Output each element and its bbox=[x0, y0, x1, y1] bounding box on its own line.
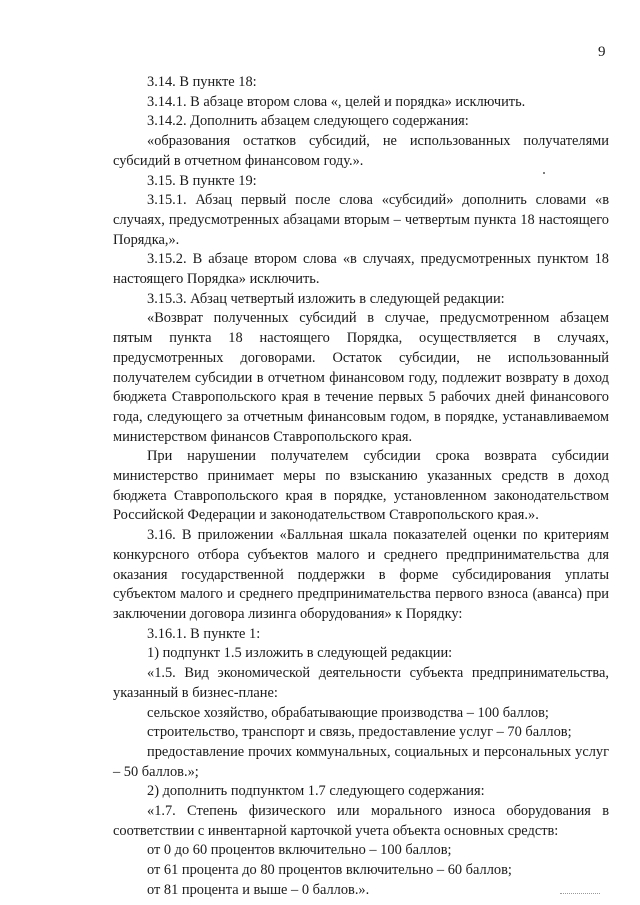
paragraph: «1.5. Вид экономической деятельности субъекта предпринимательства, указанный в бизнес-плане: bbox=[113, 665, 609, 701]
paragraph: «1.7. Степень физического или морального износа оборудования в соответствии с инвентарной карточкой учета объекта основных средств: bbox=[113, 803, 609, 839]
paragraph: 3.15. В пункте 19: bbox=[147, 172, 257, 189]
paragraph: от 0 до 60 процентов включительно – 100 баллов; bbox=[147, 842, 452, 859]
paragraph: 3.14.2. Дополнить абзацем следующего содержания: bbox=[147, 113, 469, 130]
paragraph: 3.14.1. В абзаце втором слова «, целей и порядка» исключить. bbox=[147, 93, 526, 110]
paragraph: 2) дополнить подпунктом 1.7 следующего содержания: bbox=[147, 783, 485, 800]
paragraph: «Возврат полученных субсидий в случае, предусмотренном абзацем пятым пункта 18 настоящего Порядка, осуществляется в случаях, предусмотренных договорами. Остаток субсидии, не использованный получателем субсидии в отчетном финансовом году, подлежит возврату в доход бюджета Ставропольского края в течение первых 5 рабочих дней финансового года, следующего за отчетным финансовым годом, в порядке, устанавливаемом министерством финансов Ставропольского края. bbox=[113, 310, 609, 445]
page-number: 9 bbox=[598, 44, 606, 60]
paragraph: строительство, транспорт и связь, предоставление услуг – 70 баллов; bbox=[147, 724, 572, 741]
paragraph: 3.16.1. В пункте 1: bbox=[147, 625, 261, 642]
paragraph: сельское хозяйство, обрабатывающие производства – 100 баллов; bbox=[147, 704, 549, 721]
paragraph: При нарушении получателем субсидии срока возврата субсидии министерство принимает меры по взысканию указанных средств в доход бюджета Ставропольского края в порядке, установленном законодательством Российской Федерации и законодательством Ставропольского края.». bbox=[113, 448, 609, 524]
paragraph: 1) подпункт 1.5 изложить в следующей редакции: bbox=[147, 645, 453, 662]
scan-artifact bbox=[560, 893, 600, 895]
paragraph: 3.16. В приложении «Балльная шкала показателей оценки по критериям конкурсного отбора субъектов малого и среднего предпринимательства для оказания государственной поддержки в форме субсидирования уплаты субъектом малого и среднего предпринимательства первого взноса (аванса) при заключении договора лизинга оборудования» к Порядку: bbox=[113, 527, 609, 622]
paragraph: от 81 процента и выше – 0 баллов.». bbox=[147, 881, 370, 898]
paragraph: «образования остатков субсидий, не использованных получателями субсидий в отчетном финансовом году.». bbox=[113, 133, 609, 169]
paragraph: предоставление прочих коммунальных, социальных и персональных услуг – 50 баллов.»; bbox=[113, 743, 609, 780]
paragraph: от 61 процента до 80 процентов включительно – 60 баллов; bbox=[147, 862, 512, 879]
document-body bbox=[113, 73, 609, 901]
paragraph: 3.15.1. Абзац первый после слова «субсидий» дополнить словами «в случаях, предусмотренных абзацами вторым – четвертым пункта 18 настоящего Порядка,». bbox=[113, 192, 609, 248]
paragraph: 3.15.3. Абзац четвертый изложить в следующей редакции: bbox=[147, 290, 505, 307]
paragraph: 3.14. В пункте 18: bbox=[147, 74, 257, 90]
paragraph: 3.15.2. В абзаце втором слова «в случаях, предусмотренных пунктом 18 настоящего Порядка» исключить. bbox=[113, 251, 609, 288]
